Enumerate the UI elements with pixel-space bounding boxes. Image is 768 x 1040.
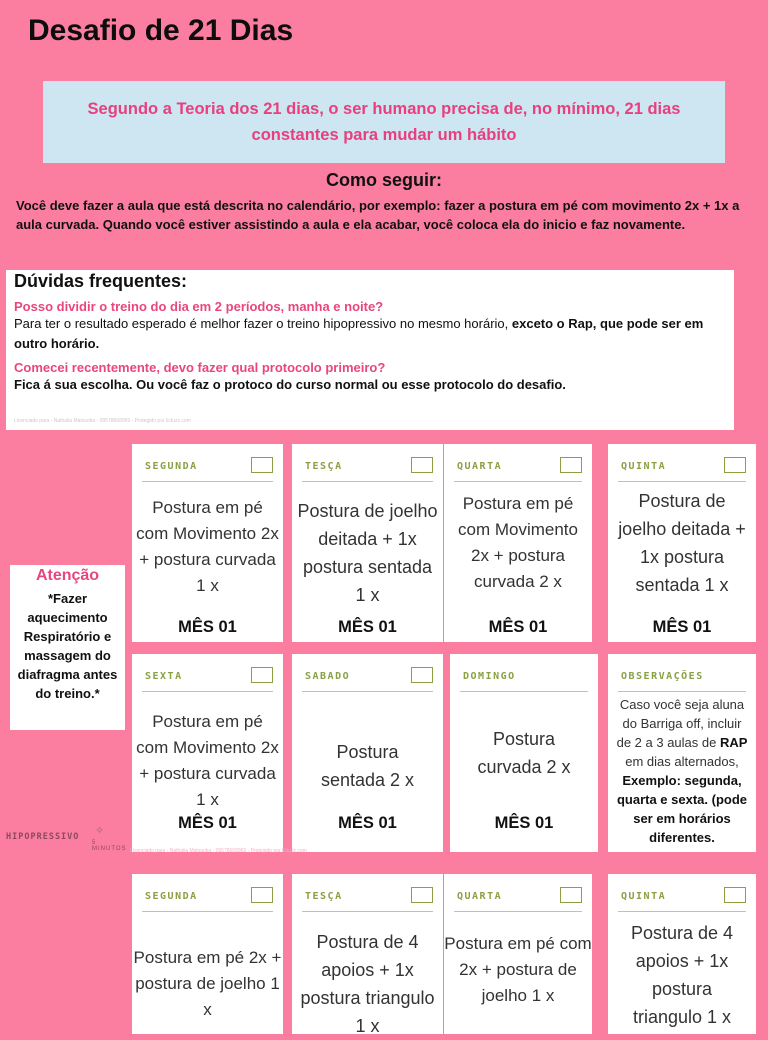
card-header xyxy=(142,457,273,482)
faq-question-1: Posso dividir o treino do dia em 2 períodos, manha e noite? xyxy=(14,299,384,314)
day-card-w1-tesca xyxy=(292,444,443,642)
faq-question-2: Comecei recentemente, devo fazer qual protocolo primeiro? xyxy=(14,360,386,375)
exercise-text: Postura curvada 2 x xyxy=(477,729,571,777)
month-label: MÊS 01 xyxy=(338,618,397,636)
faq-box xyxy=(6,270,734,430)
license-footer-2: Licenciado para - Nathalia Matsuoka - 09578668969 - Protegido por Eduzz.com xyxy=(130,848,307,854)
month-label: MÊS 01 xyxy=(494,814,554,832)
exercise-text: Postura sentada 2 x xyxy=(320,742,415,790)
exercise-text: Postura em pé com Movimento 2x + postura curvada 1 x xyxy=(136,712,279,809)
exercise-text: Postura de joelho deitada + 1x postura sentada 1 x xyxy=(618,491,746,595)
checkbox[interactable] xyxy=(724,887,746,903)
faq-answer-1-text: Para ter o resultado esperado é melhor fazer o treino hipopressivo no mesmo horário, xyxy=(14,316,512,331)
checkbox[interactable] xyxy=(251,457,273,473)
day-label: OBSERVAÇÕES xyxy=(621,671,704,682)
day-label: QUARTA xyxy=(457,891,503,902)
day-label: SABADO xyxy=(305,671,351,682)
day-card-w2-sabado xyxy=(292,654,443,852)
exercise-text: Postura de 4 apoios + 1x postura triangulo 1 x xyxy=(630,923,734,1027)
obs-part-1: Caso você seja aluna do Barriga off, incluir de 2 a 3 aulas de xyxy=(616,697,745,750)
card-header xyxy=(302,457,433,482)
attention-text: *Fazer aquecimento Respiratório e massagem do diafragma antes do treino.* xyxy=(17,591,118,701)
figure-icon: ✧ xyxy=(95,825,105,837)
card-header xyxy=(454,457,582,482)
day-label: SEGUNDA xyxy=(145,891,198,902)
day-card-w3-quinta xyxy=(608,874,756,1034)
logo-main-text: HIPOPRESSIVO xyxy=(6,832,80,842)
card-header xyxy=(618,887,746,912)
month-label: MÊS 01 xyxy=(488,618,548,636)
checkbox[interactable] xyxy=(560,457,582,473)
day-label: QUINTA xyxy=(621,461,667,472)
day-card-w1-quarta xyxy=(444,444,592,642)
how-to-title: Como seguir: xyxy=(325,170,442,190)
checkbox[interactable] xyxy=(560,887,582,903)
obs-rap: RAP xyxy=(719,735,748,750)
exercise-text: Postura em pé 2x + postura de joelho 1 x xyxy=(133,948,282,1019)
intro-banner-text: Segundo a Teoria dos 21 dias, o ser humano precisa de, no mínimo, 21 dias constantes para mudar um hábito xyxy=(87,100,681,144)
observations-text xyxy=(614,695,750,847)
checkbox[interactable] xyxy=(251,667,273,683)
checkbox[interactable] xyxy=(411,887,433,903)
exercise-text: Postura em pé com Movimento 2x + postura curvada 2 x xyxy=(458,494,578,591)
faq-answer-1-bold: exceto o Rap, que pode ser em outro horário. xyxy=(14,316,704,351)
checkbox[interactable] xyxy=(724,457,746,473)
exercise-text: Postura em pé com 2x + postura de joelho 1 x xyxy=(444,934,592,1005)
day-label: SEXTA xyxy=(145,671,183,682)
day-label: QUINTA xyxy=(621,891,667,902)
month-label: MÊS 01 xyxy=(338,814,397,832)
card-header xyxy=(142,887,273,912)
day-card-w3-tesca xyxy=(292,874,443,1034)
card-header xyxy=(302,667,433,692)
exercise-text: Postura de 4 apoios + 1x postura triangulo 1 x xyxy=(300,932,435,1036)
day-card-w2-sexta xyxy=(132,654,283,852)
intro-banner xyxy=(43,81,725,163)
day-card-w2-domingo xyxy=(450,654,598,852)
checkbox[interactable] xyxy=(411,667,433,683)
day-card-w3-quarta xyxy=(444,874,592,1034)
day-label: TESÇA xyxy=(305,461,343,472)
exercise-text: Postura de joelho deitada + 1x postura sentada 1 x xyxy=(297,501,438,605)
observations-card xyxy=(608,654,756,852)
day-card-w1-quinta xyxy=(608,444,756,642)
faq-title: Dúvidas frequentes: xyxy=(14,271,188,291)
faq-answer-2: Fica á sua escolha. Ou você faz o protoco do curso normal ou esse protocolo do desafio. xyxy=(14,377,566,392)
day-label: TESÇA xyxy=(305,891,343,902)
month-label: MÊS 01 xyxy=(178,814,237,832)
day-card-w3-segunda xyxy=(132,874,283,1034)
obs-example: Exemplo: segunda, quarta e sexta. (pode ser em horários diferentes. xyxy=(616,773,748,845)
logo-sub-text: 5 MINUTOS xyxy=(92,840,127,852)
attention-box xyxy=(10,565,125,730)
card-header xyxy=(460,667,588,692)
card-header xyxy=(454,887,582,912)
checkbox[interactable] xyxy=(251,887,273,903)
how-to-text: Você deve fazer a aula que está descrita no calendário, por exemplo: fazer a postura em pé com movimento 2x + 1x a aula curvada. Quando você estiver assistindo a aula e ela acabar, você coloca ela do inicio e faz novamente. xyxy=(16,198,740,232)
month-label: MÊS 01 xyxy=(652,618,712,636)
obs-part-2: em dias alternados, xyxy=(625,754,739,769)
brand-logo xyxy=(6,826,130,854)
checkbox[interactable] xyxy=(411,457,433,473)
exercise-text: Postura em pé com Movimento 2x + postura curvada 1 x xyxy=(136,498,279,595)
card-header xyxy=(618,667,746,692)
month-label: MÊS 01 xyxy=(178,618,237,636)
license-footer: Licenciado para - Nathalia Matsuoka - 09578668969 - Protegido por Eduzz.com xyxy=(14,418,191,424)
card-header xyxy=(142,667,273,692)
day-card-w1-segunda xyxy=(132,444,283,642)
faq-answer-1 xyxy=(14,314,726,354)
day-label: QUARTA xyxy=(457,461,503,472)
day-label: DOMINGO xyxy=(463,671,516,682)
attention-title: Atenção xyxy=(35,567,100,584)
card-header xyxy=(618,457,746,482)
day-label: SEGUNDA xyxy=(145,461,198,472)
page-title: Desafio de 21 Dias xyxy=(28,14,294,47)
card-header xyxy=(302,887,433,912)
